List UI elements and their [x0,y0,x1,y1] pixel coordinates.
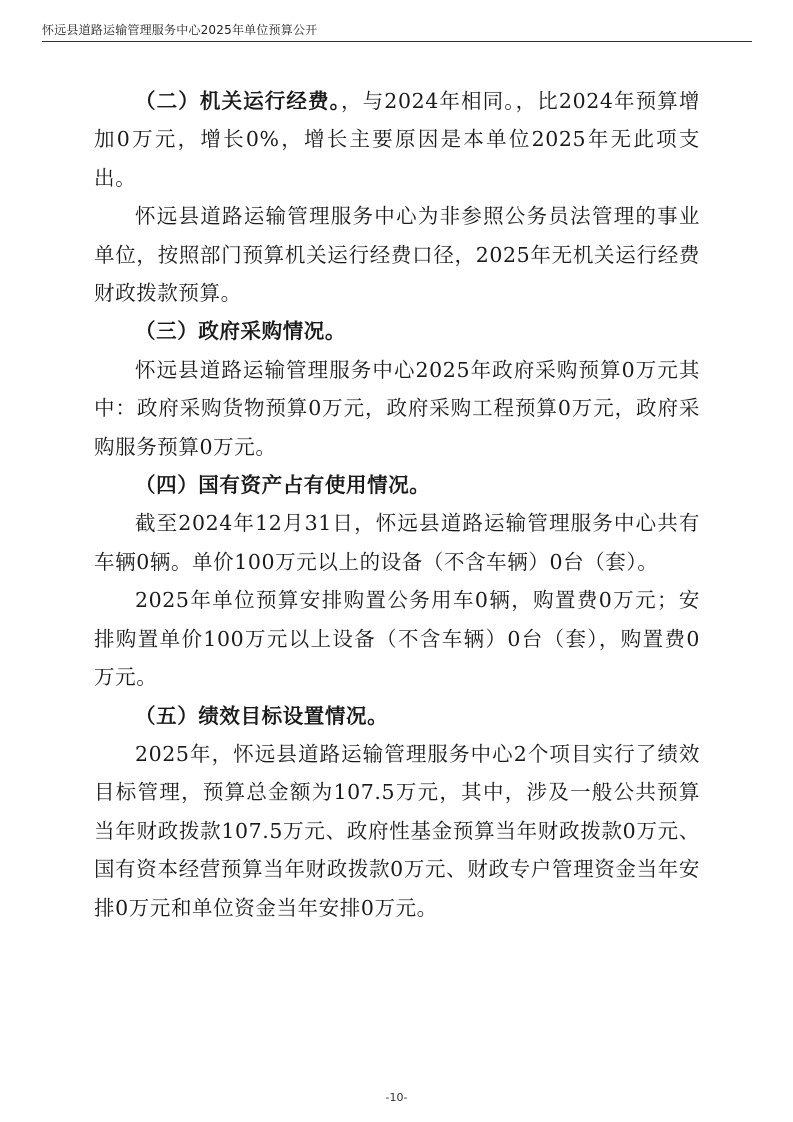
document-body [94,82,700,927]
paragraph-assets [94,504,700,581]
paragraph-text: 2025年单位预算安排购置公务用车0辆，购置费0万元；安排购置单价100万元以上设备（不含车辆）0台（套），购置费0万元。 [94,588,700,690]
section-heading-assets: （四）国有资产占有使用情况。 [135,473,431,498]
paragraph-performance-heading [94,697,700,735]
paragraph-performance [94,735,700,927]
paragraph-admin-expenses [94,82,700,197]
paragraph-vehicle-purchase [94,581,700,696]
page-header [42,19,752,42]
paragraph-admin-expenses-detail [94,197,700,312]
section-heading-performance: （五）绩效目标设置情况。 [135,703,389,728]
paragraph-text: 截至2024年12月31日，怀远县道路运输管理服务中心共有车辆0辆。单价100万元以上的设备（不含车辆）0台（套）。 [94,511,700,574]
paragraph-text: 怀远县道路运输管理服务中心2025年政府采购预算0万元其中：政府采购货物预算0万元，政府采购工程预算0万元，政府采购服务预算0万元。 [94,357,700,459]
paragraph-text: 2025年，怀远县道路运输管理服务中心2个项目实行了绩效目标管理，预算总金额为107.5万元，其中，涉及一般公共预算当年财政拨款107.5万元、政府性基金预算当年财政拨款0万元、国有资本经营预算当年财政拨款0万元、财政专户管理资金当年安排0万元和单位资金当年安排0万元。 [94,741,700,920]
paragraph-text: 怀远县道路运输管理服务中心为非参照公务员法管理的事业单位，按照部门预算机关运行经费口径，2025年无机关运行经费财政拨款预算。 [94,204,700,306]
header-title: 怀远县道路运输管理服务中心2025年单位预算公开 [42,23,318,37]
paragraph-procurement [94,351,700,466]
paragraph-assets-heading [94,466,700,504]
section-heading-admin-expenses: （二）机关运行经费。 [135,89,342,113]
page-number: -10- [385,1091,408,1104]
paragraph-text: ，与2024年相同。，比2024年预算增加0万元，增长0%，增长主要原因是本单位2025年无此项支出。 [94,89,701,190]
paragraph-procurement-heading [94,312,700,350]
section-heading-procurement: （三）政府采购情况。 [135,319,346,344]
